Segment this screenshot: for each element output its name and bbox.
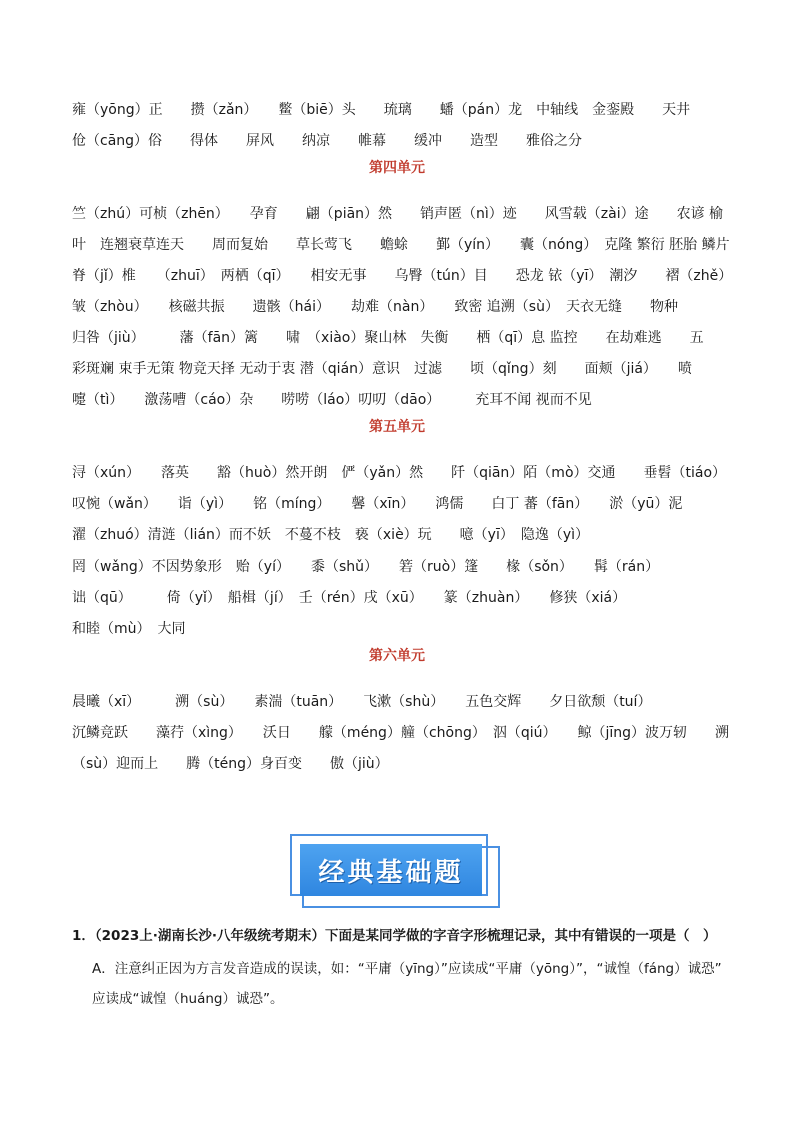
unit5-line-4: 罔（wǎng）不因势象形 贻（yí） 黍（shǔ） 箬（ruò）篷 椽（sǒn） 髯（rán）	[72, 559, 660, 575]
unit5-line-6: 和睦（mù） 大同	[72, 621, 186, 637]
unit5-line-1: 浔（xún） 落英 豁（huò）然开朗 俨（yǎn）然 阡（qiān）陌（mò）交通 垂髫（tiáo）	[72, 465, 727, 481]
unit4-line-6: 彩斑斓 束手无策 物竞天择 无动于衷 潜（qián）意识 过滤 顷（qǐng）刻 面颊（jiá） 喷	[72, 361, 692, 377]
unit5-line-3: 濯（zhuó）清涟（lián）而不妖 不蔓不枝 亵（xiè）玩 噫（yī） 隐逸（yì）	[72, 527, 590, 543]
option-a-line-2: 应读成“诚惶（huáng）诚恐”。	[92, 991, 284, 1007]
unit5-line-5: 诎（qū） 倚（yǐ） 船楫（jí） 壬（rén）戌（xū） 篆（zhuàn） 修狭（xiá）	[72, 590, 627, 606]
unit4-line-1: 竺（zhú）可桢（zhēn） 孕育 翩（piān）然 销声匿（nì）迹 风雪载（zài）途 农谚 榆	[72, 206, 724, 222]
banner-label: 经典基础题	[318, 857, 464, 888]
unit6-line-3: （sù）迎而上 腾（téng）身百变 傲（jiù）	[72, 756, 389, 772]
unit6-line-1: 晨曦（xī） 溯（sù） 素湍（tuān） 飞漱（shù） 五色交辉 夕日欲颓（tuí）	[72, 694, 652, 710]
unit6-heading: 第六单元	[369, 648, 425, 664]
unit4-line-7: 嚏（tì） 激荡嘈（cáo）杂 唠唠（láo）叨叨（dāo） 充耳不闻 视而不见	[72, 392, 592, 408]
unit4-line-5: 归咎（jiù） 藩（fān）篱 啸 （xiào）聚山林 失衡 栖（qī）息 监控 在劫难逃 五	[72, 330, 704, 346]
unit4-line-4: 皱（zhòu） 核磁共振 遗骸（hái） 劫难（nàn） 致密 追溯（sù） 天衣无缝 物种	[72, 299, 678, 315]
unit4-line-3: 脊（jǐ）椎 （zhuī） 两栖（qī） 相安无事 乌臀（tún）目 恐龙 铱（yī） 潮汐 褶（zhě）	[72, 268, 733, 284]
question-number: 1．	[72, 928, 95, 944]
unit4-heading: 第四单元	[369, 160, 425, 176]
banner-fill	[300, 844, 482, 896]
unit4-line-2: 叶 连翘衰草连天 周而复始 草长莺飞 蟾蜍 鄞（yín） 囊（nóng） 克隆 繁衍 胚胎 鳞片	[72, 237, 730, 253]
question-1-stem	[72, 926, 732, 946]
unit3-line-1: 雍（yōng）正 攒（zǎn） 鳖（biē）头 琉璃 蟠（pán）龙 中轴线 金銮殿 天井	[72, 102, 691, 118]
question-stem-text: （2023上·湖南长沙·八年级统考期末）下面是某同学做的字音字形梳理记录，其中有错误的一项是（ ）	[94, 928, 717, 944]
unit3-line-2: 伧（cāng）俗 得体 屏风 纳凉 帷幕 缓冲 造型 雅俗之分	[72, 133, 583, 149]
unit6-line-2: 沉鳞竞跃 藻荇（xìng） 沃日 艨（méng）艟（chōng） 泅（qiú） 鲸（jīng）波万轫 溯	[72, 725, 730, 741]
section-banner	[290, 834, 502, 910]
unit5-line-2: 叹惋（wǎn） 诣（yì） 铭（míng） 馨（xīn） 鸿儒 白丁 蕃（fān） 淤（yū）泥	[72, 496, 683, 512]
unit5-heading: 第五单元	[369, 419, 425, 435]
option-a-line-1: A．注意纠正因为方言发音造成的误读，如：“平庸（yīng）”应读成“平庸（yōng）”，“诚惶（fáng）诚恐”	[92, 961, 722, 977]
